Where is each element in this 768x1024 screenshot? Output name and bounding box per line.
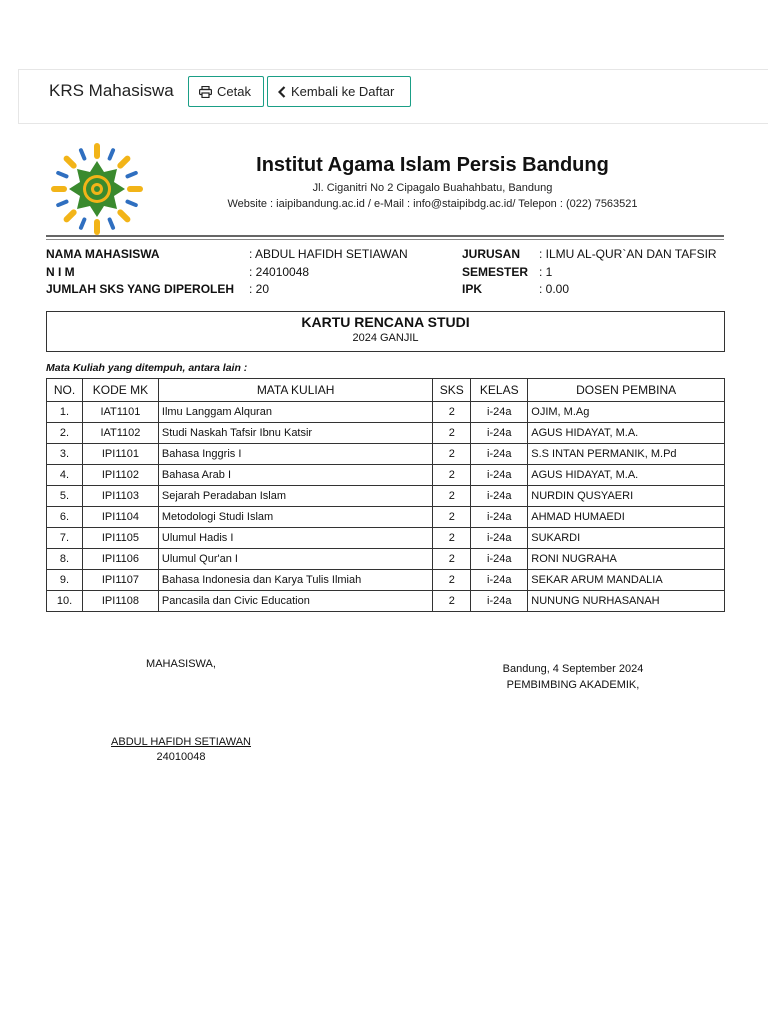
table-row [47,570,725,591]
course-lecturer: AGUS HIDAYAT, M.A. [528,423,725,444]
ipk-label: IPK [462,282,483,296]
page-title: KRS Mahasiswa [49,81,174,100]
row-number: 5. [47,486,83,507]
row-number: 4. [47,465,83,486]
table-row [47,507,725,528]
course-code: IPI1107 [82,570,158,591]
course-class: i-24a [471,549,528,570]
row-number: 8. [47,549,83,570]
course-code: IPI1104 [82,507,158,528]
course-name: Pancasila dan Civic Education [158,591,432,612]
table-header-row [47,379,725,402]
course-name: Ulumul Hadis I [158,528,432,549]
sks-value: : 20 [249,282,270,296]
student-signature-label: MAHASISWA, [146,658,216,670]
course-name: Bahasa Arab I [158,465,432,486]
institution-contact: Website : iaipibandung.ac.id / e-Mail : info@staipibdg.ac.id/ Telepon : (022) 7563521 [227,198,638,210]
course-code: IPI1105 [82,528,158,549]
course-sks: 2 [433,570,471,591]
column-header: MATA KULIAH [158,379,432,402]
column-header: KODE MK [82,379,158,402]
table-row [47,444,725,465]
column-header: KELAS [471,379,528,402]
course-sks: 2 [433,486,471,507]
course-lecturer: OJIM, M.Ag [528,402,725,423]
course-name: Ulumul Qur'an I [158,549,432,570]
row-number: 1. [47,402,83,423]
signature-date: Bandung, 4 September 2024 [502,663,644,675]
sks-label: JUMLAH SKS YANG DIPEROLEH [46,282,235,296]
table-row [47,465,725,486]
course-sks: 2 [433,465,471,486]
course-code: IPI1102 [82,465,158,486]
column-header: SKS [433,379,471,402]
course-name: Bahasa Inggris I [158,444,432,465]
course-sks: 2 [433,402,471,423]
course-sks: 2 [433,528,471,549]
course-name: Sejarah Peradaban Islam [158,486,432,507]
course-lecturer: RONI NUGRAHA [528,549,725,570]
courses-caption: Mata Kuliah yang ditempuh, antara lain : [46,362,248,374]
course-sks: 2 [433,444,471,465]
course-name: Metodologi Studi Islam [158,507,432,528]
major-label: JURUSAN [462,247,521,261]
course-code: IPI1101 [82,444,158,465]
row-number: 2. [47,423,83,444]
course-lecturer: S.S INTAN PERMANIK, M.Pd [528,444,725,465]
table-row [47,549,725,570]
row-number: 7. [47,528,83,549]
name-label: NAMA MAHASISWA [46,247,160,261]
row-number: 9. [47,570,83,591]
course-code: IAT1102 [82,423,158,444]
course-sks: 2 [433,507,471,528]
course-class: i-24a [471,591,528,612]
course-sks: 2 [433,549,471,570]
course-code: IPI1103 [82,486,158,507]
toolbar [18,69,768,124]
column-header: DOSEN PEMBINA [528,379,725,402]
name-value: : ABDUL HAFIDH SETIAWAN [249,247,408,261]
semester-value: : 1 [539,265,553,279]
back-label: Kembali ke Daftar [291,84,395,99]
semester-label: SEMESTER [462,265,529,279]
krs-title-box [46,311,725,352]
nim-label: N I M [46,265,75,279]
chevron-left-icon [278,86,286,98]
header-divider [46,235,724,237]
course-class: i-24a [471,486,528,507]
course-lecturer: SUKARDI [528,528,725,549]
course-code: IAT1101 [82,402,158,423]
table-row [47,402,725,423]
student-signature-nim: 24010048 [156,751,206,763]
row-number: 6. [47,507,83,528]
course-code: IPI1106 [82,549,158,570]
course-class: i-24a [471,570,528,591]
courses-table [46,378,725,612]
course-lecturer: AHMAD HUMAEDI [528,507,725,528]
course-code: IPI1108 [82,591,158,612]
ipk-value: : 0.00 [539,282,570,296]
course-class: i-24a [471,402,528,423]
print-icon [199,86,212,98]
course-lecturer: NURDIN QUSYAERI [528,486,725,507]
institution-name: Institut Agama Islam Persis Bandung [256,154,609,176]
table-row [47,528,725,549]
student-signature-name: ABDUL HAFIDH SETIAWAN [111,736,251,748]
course-lecturer: AGUS HIDAYAT, M.A. [528,465,725,486]
print-label: Cetak [217,84,251,99]
column-header: NO. [47,379,83,402]
course-class: i-24a [471,423,528,444]
course-lecturer: NUNUNG NURHASANAH [528,591,725,612]
row-number: 3. [47,444,83,465]
course-class: i-24a [471,444,528,465]
print-button[interactable] [188,76,264,107]
table-row [47,591,725,612]
institution-address: Jl. Ciganitri No 2 Cipagalo Buahahbatu, Bandung [312,182,553,194]
advisor-signature-label: PEMBIMBING AKADEMIK, [506,679,640,691]
course-lecturer: SEKAR ARUM MANDALIA [528,570,725,591]
course-name: Studi Naskah Tafsir Ibnu Katsir [158,423,432,444]
nim-value: : 24010048 [249,265,310,279]
header-divider-thin [46,239,724,240]
row-number: 10. [47,591,83,612]
major-value: : ILMU AL-QUR`AN DAN TAFSIR [539,247,717,261]
institution-logo [48,142,146,236]
krs-term: 2024 GANJIL [352,332,419,344]
course-sks: 2 [433,423,471,444]
krs-title: KARTU RENCANA STUDI [301,314,470,330]
course-class: i-24a [471,507,528,528]
table-row [47,423,725,444]
course-name: Ilmu Langgam Alquran [158,402,432,423]
back-to-list-button[interactable] [267,76,411,107]
table-row [47,486,725,507]
course-name: Bahasa Indonesia dan Karya Tulis Ilmiah [158,570,432,591]
course-sks: 2 [433,591,471,612]
course-class: i-24a [471,528,528,549]
course-class: i-24a [471,465,528,486]
